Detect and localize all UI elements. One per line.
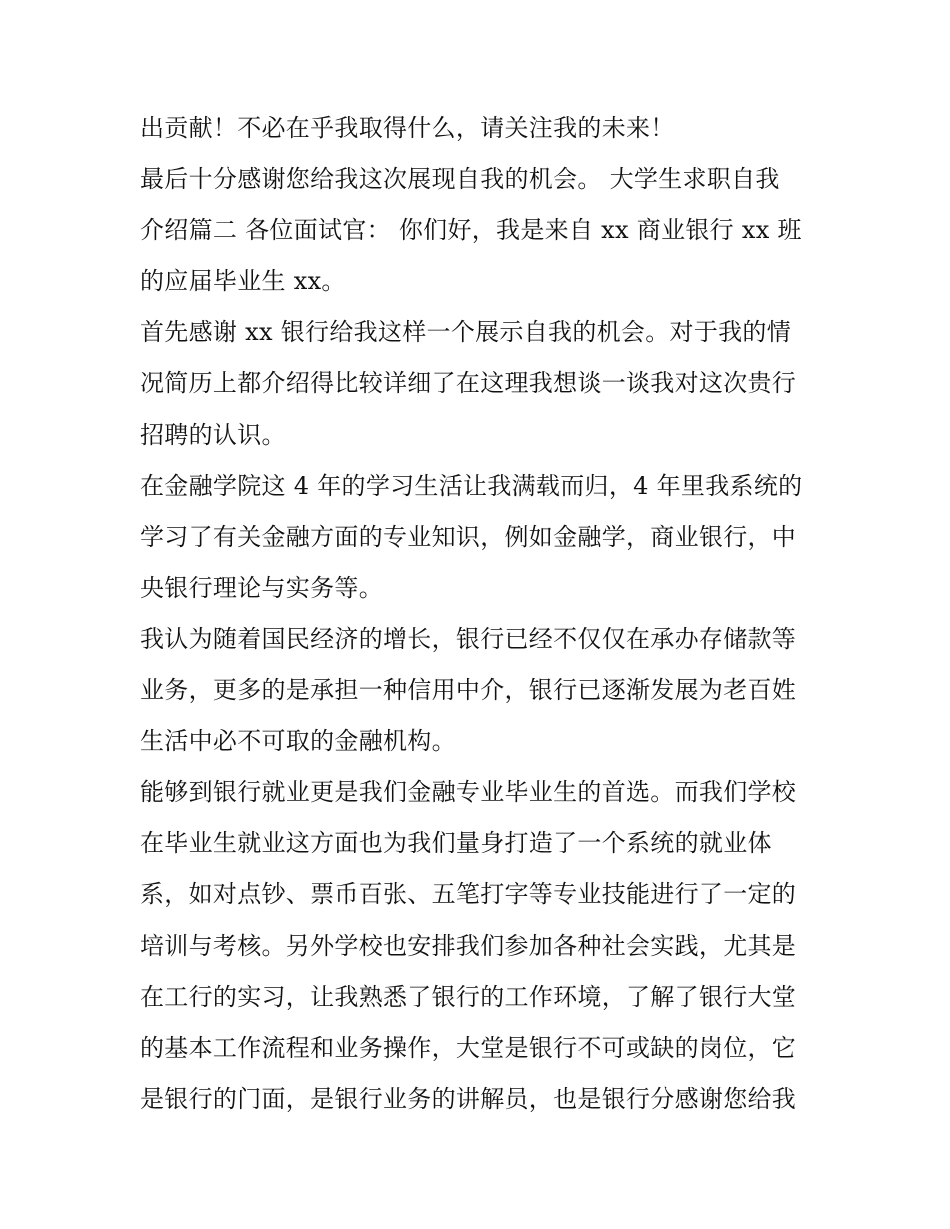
- text-line: 介绍篇二 各位面试官： 你们好，我是来自 xx 商业银行 xx 班: [140, 216, 802, 245]
- text-line: 的基本工作流程和业务操作，大堂是银行不可或缺的岗位，它: [140, 1033, 797, 1062]
- text-line: 我认为随着国民经济的增长，银行已经不仅仅在承办存储款等: [140, 624, 797, 653]
- text-line: 的应届毕业生 xx。: [140, 267, 346, 296]
- document-body: [140, 103, 820, 1125]
- text-line: 况简历上都介绍得比较详细了在这理我想谈一谈我对这次贵行: [140, 369, 797, 398]
- text-line: 在工行的实习，让我熟悉了银行的工作环境，了解了银行大堂: [140, 982, 797, 1011]
- text-line: 招聘的认识。: [140, 420, 286, 449]
- text-line: 首先感谢 xx 银行给我这样一个展示自我的机会。对于我的情: [140, 318, 792, 347]
- text-line: 学习了有关金融方面的专业知识，例如金融学，商业银行，中: [140, 522, 797, 551]
- text-line: 央银行理论与实务等。: [140, 573, 383, 602]
- text-line: 培训与考核。另外学校也安排我们参加各种社会实践，尤其是: [140, 931, 797, 960]
- text-line: 出贡献！不必在乎我取得什么，请关注我的未来！: [140, 114, 675, 142]
- text-line: 生活中必不可取的金融机构。: [140, 727, 456, 756]
- text-line: 系，如对点钞、票币百张、五笔打字等专业技能进行了一定的: [140, 880, 797, 909]
- text-line: 在毕业生就业这方面也为我们量身打造了一个系统的就业体: [140, 829, 772, 858]
- text-line: 业务，更多的是承担一种信用中介，银行已逐渐发展为老百姓: [140, 676, 797, 705]
- text-line: 最后十分感谢您给我这次展现自我的机会。 大学生求职自我: [140, 165, 780, 194]
- text-line: 能够到银行就业更是我们金融专业毕业生的首选。而我们学校: [140, 778, 797, 807]
- text-line: 是银行的门面，是银行业务的讲解员，也是银行分感谢您给我: [140, 1084, 797, 1113]
- text-line: 在金融学院这 4 年的学习生活让我满载而归，4 年里我系统的: [140, 471, 803, 500]
